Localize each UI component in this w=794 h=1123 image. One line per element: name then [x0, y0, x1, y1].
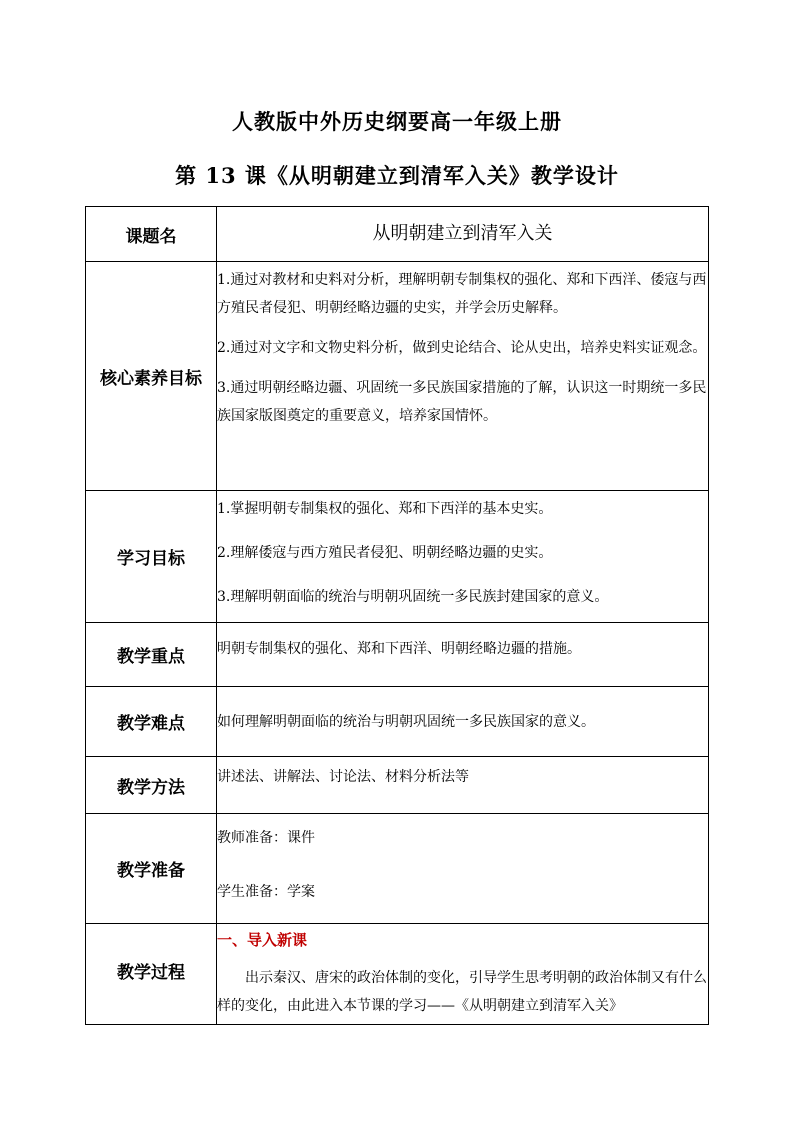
key-points-label: 教学重点 [86, 623, 217, 687]
table-row-difficulties [86, 687, 709, 757]
topic-label: 课题名 [86, 207, 217, 262]
preparation-label: 教学准备 [86, 814, 217, 924]
table-row-methods [86, 757, 709, 814]
core-goal-item: 3.通过明朝经略边疆、巩固统一多民族国家措施的了解，认识这一时期统一多民族国家版图奠定的重要意义，培养家国情怀。 [217, 380, 707, 424]
learning-goal-item: 3.理解明朝面临的统治与明朝巩固统一多民族封建国家的意义。 [217, 589, 609, 605]
table-row-key-points [86, 623, 709, 687]
teacher-preparation: 教师准备：课件 [217, 830, 315, 846]
lesson-title: 第 13 课《从明朝建立到清军入关》教学设计 [175, 163, 619, 188]
preparation-value [217, 814, 709, 924]
table-row-core-goals [86, 262, 709, 491]
section-heading: 一、导入新课 [217, 931, 308, 949]
methods-value: 讲述法、讲解法、讨论法、材料分析法等 [217, 757, 709, 814]
core-goals-value [217, 262, 709, 491]
table-row-topic [86, 207, 709, 262]
core-goal-item: 2.通过对文字和文物史料分析，做到史论结合、论从史出，培养史料实证观念。 [217, 340, 707, 356]
core-goal-item: 1.通过对教材和史料对分析，理解明朝专制集权的强化、郑和下西洋、倭寇与西方殖民者侵犯、明朝经略边疆的史实，并学会历史解释。 [217, 272, 707, 316]
learning-goal-item: 1.掌握明朝专制集权的强化、郑和下西洋的基本史实。 [217, 501, 553, 517]
process-label: 教学过程 [86, 924, 217, 1025]
difficulties-value: 如何理解明朝面临的统治与明朝巩固统一多民族国家的意义。 [217, 687, 709, 757]
difficulties-label: 教学难点 [86, 687, 217, 757]
table-row-learning-goals [86, 491, 709, 623]
table-row-process [86, 924, 709, 1025]
learning-goal-item: 2.理解倭寇与西方殖民者侵犯、明朝经略边疆的史实。 [217, 545, 553, 561]
student-preparation: 学生准备：学案 [217, 884, 315, 900]
key-points-value: 明朝专制集权的强化、郑和下西洋、明朝经略边疆的措施。 [217, 623, 709, 687]
lesson-plan-table [85, 206, 709, 1025]
methods-label: 教学方法 [86, 757, 217, 814]
core-goals-label: 核心素养目标 [86, 262, 217, 491]
learning-goals-label: 学习目标 [86, 491, 217, 623]
process-value [217, 924, 709, 1025]
topic-value: 从明朝建立到清军入关 [217, 207, 709, 262]
process-paragraph: 出示秦汉、唐宋的政治体制的变化，引导学生思考明朝的政治体制又有什么样的变化，由此进入本节课的学习——《从明朝建立到清军入关》 [217, 970, 707, 1014]
document-title: 人教版中外历史纲要高一年级上册 [232, 109, 562, 134]
learning-goals-value [217, 491, 709, 623]
table-row-preparation [86, 814, 709, 924]
